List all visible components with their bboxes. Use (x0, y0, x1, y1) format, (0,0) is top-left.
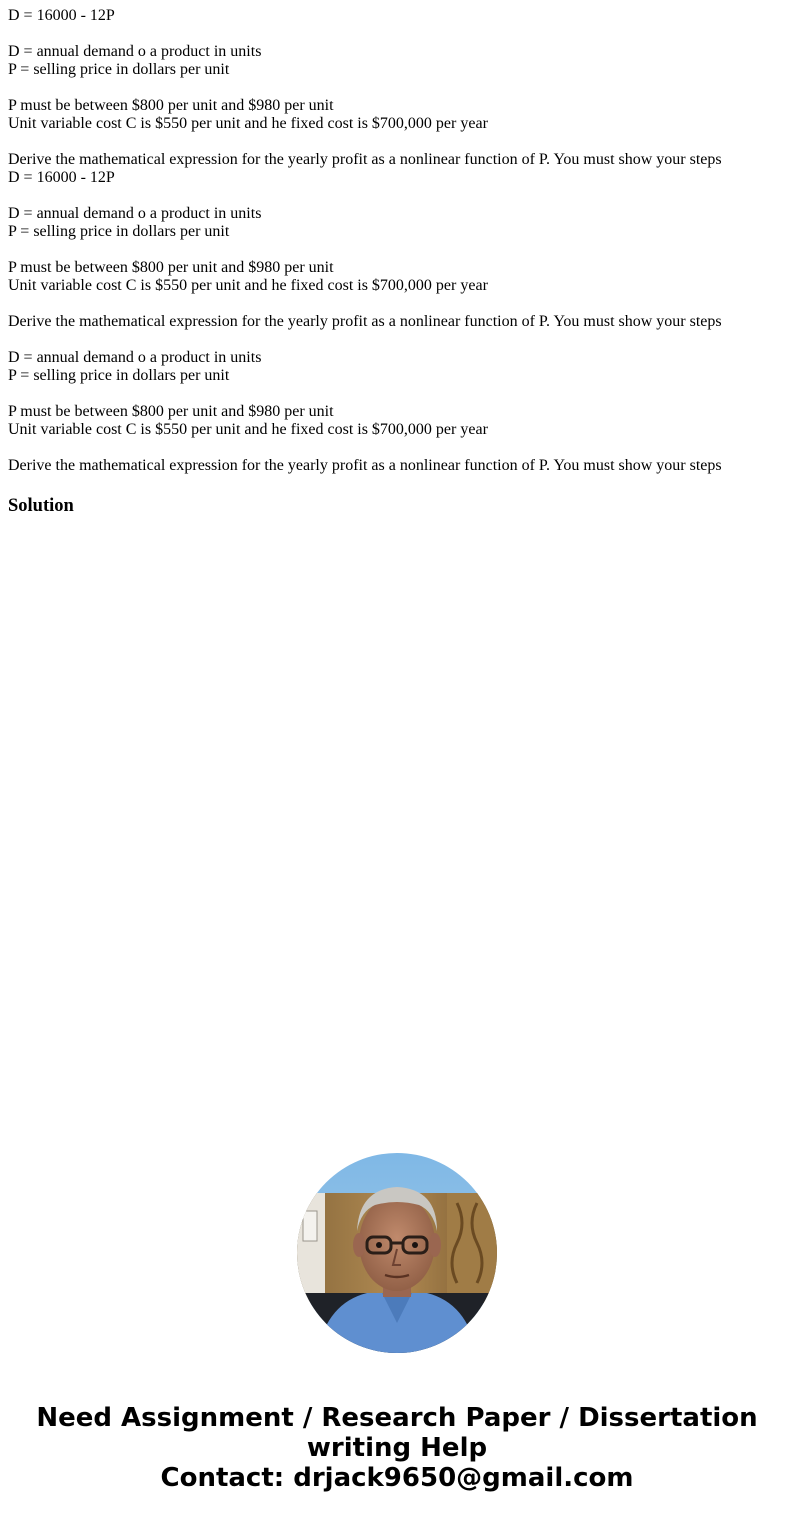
text-line: P must be between $800 per unit and $980 per unit (8, 97, 334, 114)
text-line: D = 16000 - 12P (8, 169, 115, 186)
text-line: P = selling price in dollars per unit (8, 61, 230, 78)
text-line: Derive the mathematical expression for the yearly profit as a nonlinear function of P. You must show your steps (8, 313, 722, 330)
contact-banner (0, 1403, 794, 1493)
solution-heading: Solution (8, 496, 74, 516)
contact-email[interactable]: Contact: drjack9650@gmail.com (160, 1463, 634, 1493)
text-line: D = annual demand o a product in units (8, 349, 262, 366)
text-line: D = annual demand o a product in units (8, 205, 262, 222)
text-line: Derive the mathematical expression for the yearly profit as a nonlinear function of P. You must show your steps (8, 151, 722, 168)
text-line: Unit variable cost C is $550 per unit and he fixed cost is $700,000 per year (8, 277, 488, 294)
text-line: Unit variable cost C is $550 per unit and he fixed cost is $700,000 per year (8, 421, 488, 438)
avatar (297, 1153, 497, 1353)
text-line: D = 16000 - 12P (8, 7, 115, 24)
question-text (8, 7, 786, 475)
text-line: P must be between $800 per unit and $980 per unit (8, 403, 334, 420)
promo-line-1: Need Assignment / Research Paper / Dissertation (36, 1403, 758, 1433)
author-portrait-image (297, 1153, 497, 1353)
text-line: Unit variable cost C is $550 per unit and he fixed cost is $700,000 per year (8, 115, 488, 132)
text-line: Derive the mathematical expression for the yearly profit as a nonlinear function of P. You must show your steps (8, 457, 722, 474)
text-line: P must be between $800 per unit and $980 per unit (8, 259, 334, 276)
text-line: D = annual demand o a product in units (8, 43, 262, 60)
promo-line-2: writing Help (306, 1433, 488, 1463)
text-line: P = selling price in dollars per unit (8, 367, 230, 384)
text-line: P = selling price in dollars per unit (8, 223, 230, 240)
